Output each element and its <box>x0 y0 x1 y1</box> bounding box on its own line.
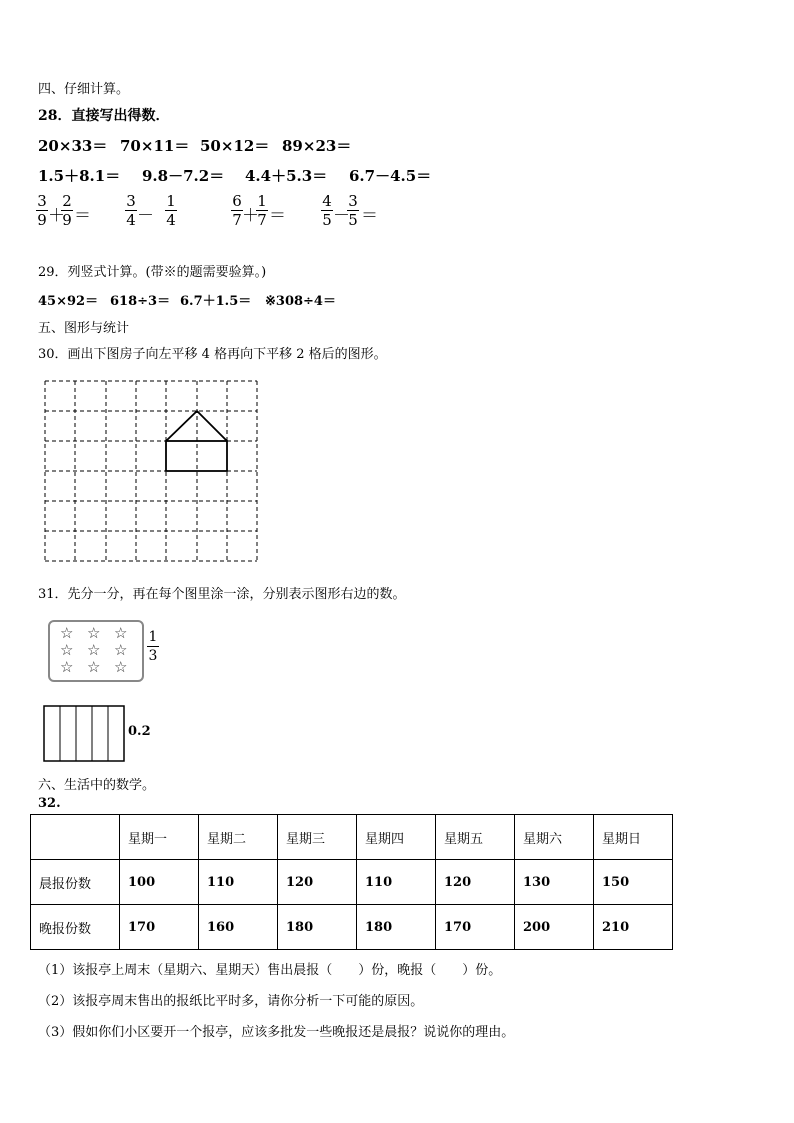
frac-num: 3 <box>37 192 47 210</box>
q28-r2-2: 9.8－7.2＝ <box>142 167 225 185</box>
star-icon: ☆ <box>87 624 101 642</box>
q28-r2-4: 6.7－4.5＝ <box>349 167 432 185</box>
q32-sub3: （3）假如你们小区要开一个报亭，应该多批发一些晚报还是晨报？说说你的理由。 <box>38 1025 515 1040</box>
row-label: 晚报份数 <box>31 905 120 950</box>
frac-num: 2 <box>62 192 72 210</box>
section-5-title: 五、图形与统计 <box>38 321 130 336</box>
table-cell: 180 <box>278 905 357 950</box>
star-icon: ☆ <box>114 624 128 642</box>
frac-den: 4 <box>126 211 136 229</box>
q29-item-4: ※308÷4＝ <box>265 294 336 309</box>
frac-den: 7 <box>232 211 242 229</box>
row-label: 晨报份数 <box>31 860 120 905</box>
section-4-title: 四、仔细计算。 <box>38 82 130 97</box>
table-cell: 180 <box>357 905 436 950</box>
q28-title: 28．直接写出得数． <box>38 108 170 124</box>
table-cell: 120 <box>436 860 515 905</box>
frac-den: 5 <box>322 211 332 229</box>
frac-op: ＋ <box>242 206 259 226</box>
q28-r1-3: 50×12＝ <box>200 137 270 155</box>
frac-num: 3 <box>348 192 358 210</box>
frac-den: 3 <box>148 648 158 664</box>
header-cell: 星期六 <box>515 815 594 860</box>
star-icon: ☆ <box>114 641 128 659</box>
table-cell: 170 <box>120 905 199 950</box>
star-icon: ☆ <box>60 641 74 659</box>
star-icon: ☆ <box>114 658 128 676</box>
q32-sub1: （1）该报亭上周末（星期六、星期天）售出晨报（ ）份，晚报（ ）份。 <box>38 963 502 978</box>
table-cell: 110 <box>357 860 436 905</box>
newspaper-table <box>30 814 673 950</box>
table-cell: 130 <box>515 860 594 905</box>
table-row <box>31 860 673 905</box>
header-cell: 星期一 <box>120 815 199 860</box>
frac-op: － <box>333 206 350 226</box>
q29-item-3: 6.7＋1.5＝ <box>180 294 252 309</box>
q32-sub2: （2）该报亭周末售出的报纸比平时多，请你分析一下可能的原因。 <box>38 994 424 1009</box>
frac-eq: ＝ <box>361 206 378 226</box>
star-icon: ☆ <box>60 624 74 642</box>
frac-eq: ＝ <box>74 206 91 226</box>
frac-num: 4 <box>322 192 332 210</box>
header-cell: 星期四 <box>357 815 436 860</box>
table-cell: 110 <box>199 860 278 905</box>
section-6-title: 六、生活中的数学。 <box>38 778 156 793</box>
q28-r1-2: 70×11＝ <box>120 137 190 155</box>
frac-den: 4 <box>166 211 176 229</box>
table-cell: 210 <box>594 905 673 950</box>
q30-title: 30．画出下图房子向左平移 4 格再向下平移 2 格后的图形。 <box>38 347 387 362</box>
q29-item-2: 618÷3＝ <box>110 294 171 309</box>
q28-r1-4: 89×23＝ <box>282 137 352 155</box>
frac-den: 9 <box>37 211 47 229</box>
table-cell: 170 <box>436 905 515 950</box>
q28-r1-1: 20×33＝ <box>38 137 108 155</box>
q32-number: 32. <box>38 796 61 811</box>
five-strip-rectangle <box>40 704 130 764</box>
star-icon: ☆ <box>87 641 101 659</box>
frac-num: 1 <box>148 629 158 645</box>
frac-num: 1 <box>257 192 267 210</box>
frac-den: 5 <box>348 211 358 229</box>
frac-eq: ＝ <box>269 206 286 226</box>
frac-op: － <box>137 206 154 226</box>
table-cell: 100 <box>120 860 199 905</box>
frac-op: ＋ <box>48 206 65 226</box>
header-cell: 星期日 <box>594 815 673 860</box>
table-cell: 150 <box>594 860 673 905</box>
header-cell: 星期五 <box>436 815 515 860</box>
frac-den: 7 <box>257 211 267 229</box>
table-row <box>31 905 673 950</box>
header-cell: 星期三 <box>278 815 357 860</box>
q28-r2-3: 4.4＋5.3＝ <box>245 167 328 185</box>
q29-item-1: 45×92＝ <box>38 294 99 309</box>
q31-fraction <box>147 629 159 664</box>
header-cell <box>31 815 120 860</box>
table-cell: 200 <box>515 905 594 950</box>
header-cell: 星期二 <box>199 815 278 860</box>
frac-num: 3 <box>126 192 136 210</box>
table-header-row <box>31 815 673 860</box>
frac-den: 9 <box>62 211 72 229</box>
q29-title: 29．列竖式计算。(带※的题需要验算。) <box>38 265 267 280</box>
table-cell: 160 <box>199 905 278 950</box>
frac-num: 6 <box>232 192 242 210</box>
frac-num: 1 <box>166 192 176 210</box>
star-box <box>48 620 144 682</box>
table-cell: 120 <box>278 860 357 905</box>
q31-title: 31．先分一分，再在每个图里涂一涂，分别表示图形右边的数。 <box>38 587 406 602</box>
star-icon: ☆ <box>87 658 101 676</box>
q28-r2-1: 1.5＋8.1＝ <box>38 167 121 185</box>
star-icon: ☆ <box>60 658 74 676</box>
q31-decimal: 0.2 <box>128 724 151 739</box>
